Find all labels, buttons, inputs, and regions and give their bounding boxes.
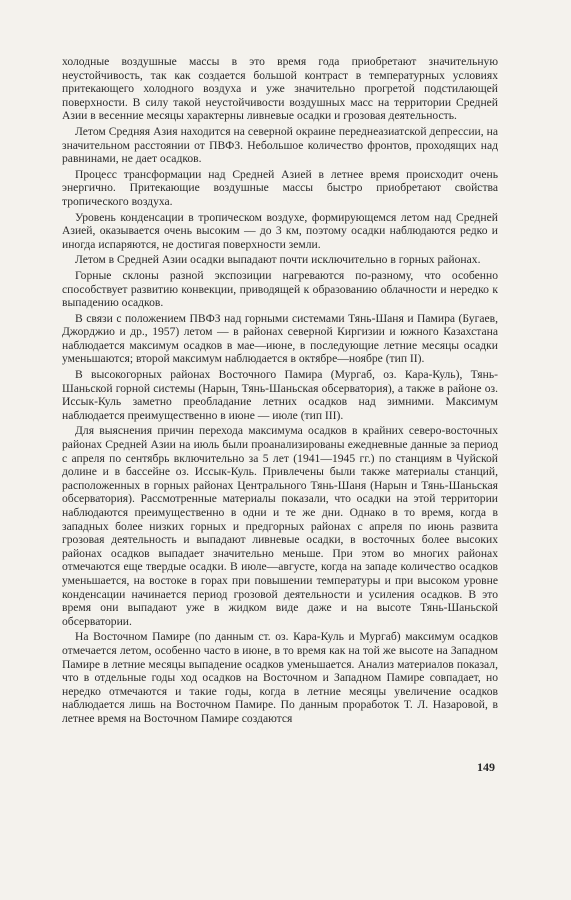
paragraph-1: холодные воздушные массы в это время года приобретают значительную неустойчивость, так как создается большой контраст в температурных условиях притекающего холодного воздуха и уже значительно прогретой подстилающей поверхности. В силу такой неустойчивости воздушных масс на территории Средней Азии в весенние месяцы характерны ливневые осадки и грозовая деятельность. [62, 55, 498, 123]
paragraph-5: Летом в Средней Азии осадки выпадают почти исключительно в горных районах. [75, 253, 481, 267]
page-number: 149 [477, 760, 495, 774]
paragraph-4: Уровень конденсации в тропическом воздухе, формирующемся летом над Средней Азией, оказывается очень высоким — до 3 км, поэтому осадки наблюдаются редко и иногда испаряются, не достигая поверхности земли. [62, 210, 498, 251]
paragraph-8: В высокогорных районах Восточного Памира (Мургаб, оз. Кара-Куль), Тянь-Шаньской горной системы (Нарын, Тянь-Шаньская обсерватория), а также в районе оз. Иссык-Куль заметно преобладание летних осадков над зимними. Максимум наблюдается преимущественно в июне — июле (тип III). [62, 368, 498, 422]
paragraph-3: Процесс трансформации над Средней Азией в летнее время происходит очень энергично. Притекающие воздушные массы быстро приобретают свойства тропического воздуха. [62, 167, 498, 208]
paragraph-9: Для выяснения причин перехода максимума осадков в крайних северо-восточных районах Средней Азии на июль были проанализированы ежедневные данные за период с апреля по сентябрь включительно за 5 лет (1941—1945 гг.) по станциям в Чуйской долине и в бассейне оз. Иссык-Куль. Привлечены были также материалы станций, расположенных в горных районах Центрального Тянь-Шаня (Нарын и Тянь-Шаньская обсерватория). Рассмотренные материалы показали, что осадки на этой территории наблюдаются преимущественно в одни и те же дни. Однако в то время, когда в западных более низких горных и предгорных районах с апреля по июнь развита грозовая деятельность и выпадают ливневые осадки, в восточных более высоких районах осадков выпадает значительно меньше. При этом во многих районах отмечаются еще твердые осадки. В июле—августе, когда на западе количество осадков уменьшается, на востоке в горах при повышении температуры и при высоком уровне конденсации начинается период грозовой деятельности и усиления осадков. В это время они выпадают уже в жидком виде даже и на высоте Тянь-Шаньской обсерватории. [62, 424, 498, 628]
body-text [62, 55, 498, 728]
paragraph-7: В связи с положением ПВФЗ над горными системами Тянь-Шаня и Памира (Бугаев, Джорджио и др., 1957) летом — в районах северной Киргизии и южного Казахстана наблюдается максимум осадков в мае—июне, в последующие летние месяцы осадки уменьшаются; второй максимум наблюдается в октябре—ноябре (тип II). [62, 311, 498, 366]
paragraph-10: На Восточном Памире (по данным ст. оз. Кара-Куль и Мургаб) максимум осадков отмечается летом, особенно часто в июне, в то время как на той же высоте на Западном Памире в летние месяцы выпадение осадков уменьшается. Анализ материалов показал, что в отдельные годы ход осадков на Восточном и Западном Памире совпадает, но нередко отмечаются и такие годы, когда в летние месяцы увеличение осадков наблюдается лишь на Восточном Памире. По данным проработок Т. Л. Назаровой, в летнее время на Восточном Памире создаются [62, 630, 498, 725]
paragraph-6: Горные склоны разной экспозиции нагреваются по-разному, что особенно способствует развитию конвекции, приводящей к образованию облачности и нередко к выпадению осадков. [62, 268, 498, 310]
paragraph-2: Летом Средняя Азия находится на северной окраине переднеазиатской депрессии, на значительном расстоянии от ПВФЗ. Небольшое количество фронтов, проходящих над равнинами, не дает осадков. [62, 124, 498, 166]
